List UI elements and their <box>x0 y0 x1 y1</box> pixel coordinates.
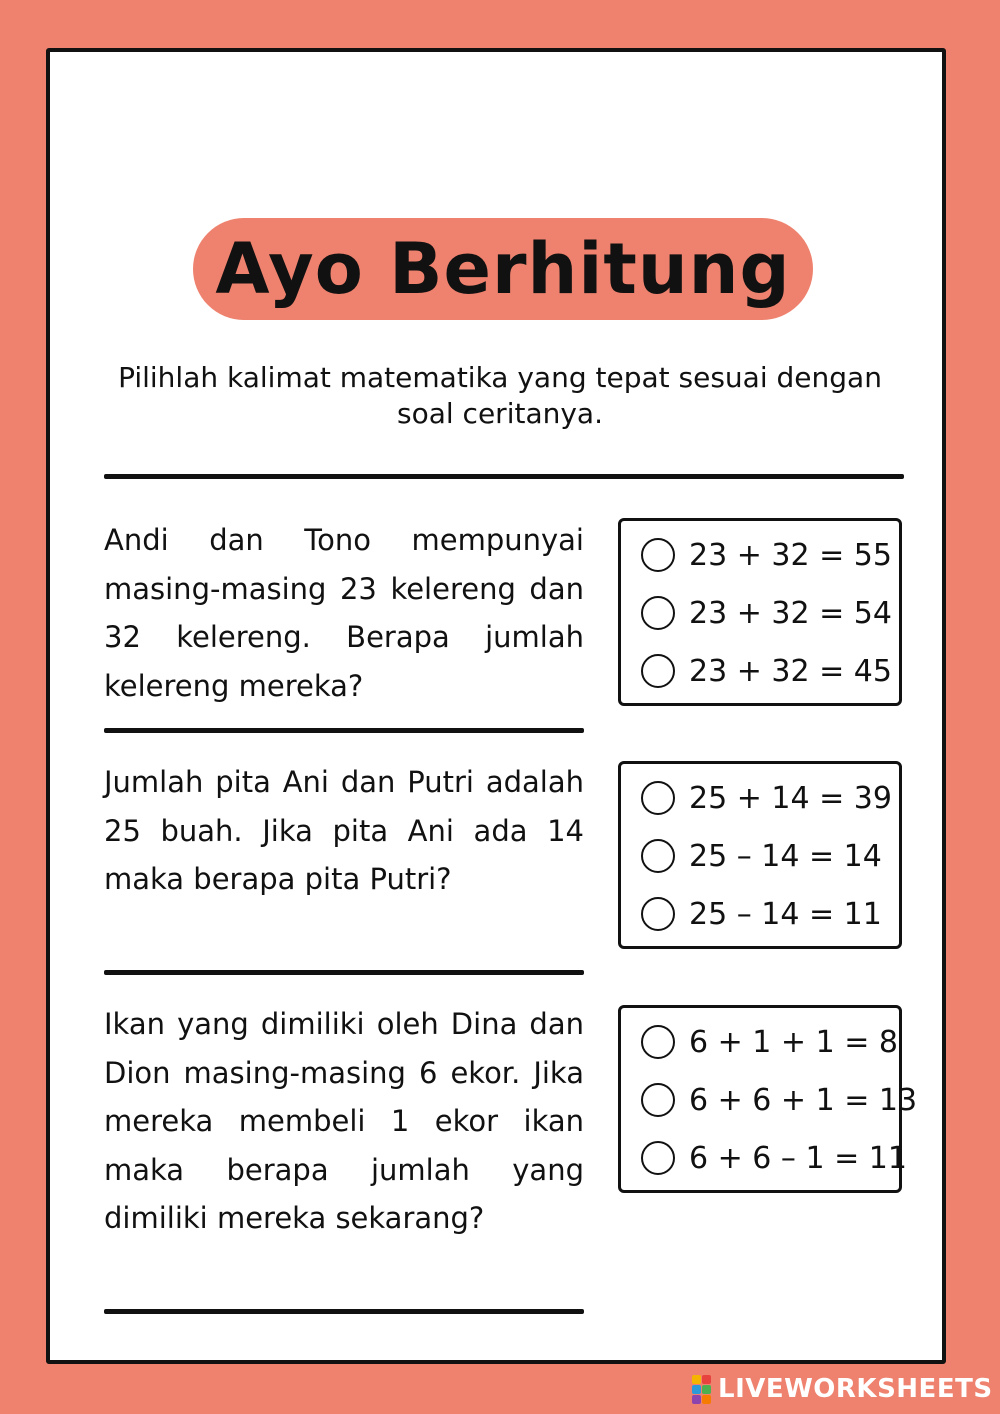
radio-button[interactable] <box>641 1025 675 1059</box>
divider-top <box>104 474 904 479</box>
radio-button[interactable] <box>641 1141 675 1175</box>
question-1-option-1[interactable] <box>641 535 892 575</box>
question-2-text: Jumlah pita Ani dan Putri adalah 25 buah. Jika pita Ani ada 14 maka berapa pita Putri? <box>104 765 584 896</box>
question-3-option-3[interactable] <box>641 1138 907 1178</box>
radio-button[interactable] <box>641 781 675 815</box>
divider-1 <box>104 728 584 733</box>
question-1-option-3[interactable] <box>641 651 892 691</box>
liveworksheets-logo-icon <box>692 1375 712 1403</box>
question-3-options <box>618 1005 918 1193</box>
liveworksheets-brand[interactable] <box>692 1374 993 1404</box>
question-1-text: Andi dan Tono mempunyai masing-masing 23 kelereng dan 32 kelereng. Berapa jumlah kelereng mereka? <box>104 523 584 703</box>
option-label: 23 + 32 = 54 <box>689 595 892 631</box>
question-3-text: Ikan yang dimiliki oleh Dina dan Dion masing-masing 6 ekor. Jika mereka membeli 1 ekor ikan maka berapa jumlah yang dimiliki mereka sekarang? <box>104 1007 584 1235</box>
brand-name: LIVEWORKSHEETS <box>718 1374 993 1404</box>
option-label: 23 + 32 = 45 <box>689 653 892 689</box>
question-3-option-2[interactable] <box>641 1080 917 1120</box>
option-label: 25 – 14 = 11 <box>689 896 882 932</box>
question-2-option-2[interactable] <box>641 836 882 876</box>
option-label: 6 + 1 + 1 = 8 <box>689 1024 898 1060</box>
radio-button[interactable] <box>641 897 675 931</box>
title-banner <box>193 218 813 320</box>
divider-3 <box>104 1309 584 1314</box>
option-label: 23 + 32 = 55 <box>689 537 892 573</box>
worksheet-card <box>46 48 946 1364</box>
option-label: 6 + 6 – 1 = 11 <box>689 1140 907 1176</box>
radio-button[interactable] <box>641 538 675 572</box>
page-title: Ayo Berhitung <box>215 228 791 310</box>
question-2-options <box>618 761 902 949</box>
question-2-option-1[interactable] <box>641 778 892 818</box>
question-1-options <box>618 518 902 706</box>
question-1-option-2[interactable] <box>641 593 892 633</box>
radio-button[interactable] <box>641 596 675 630</box>
option-label: 6 + 6 + 1 = 13 <box>689 1082 918 1118</box>
radio-button[interactable] <box>641 1083 675 1117</box>
question-3-option-1[interactable] <box>641 1022 898 1062</box>
divider-2 <box>104 970 584 975</box>
question-2-option-3[interactable] <box>641 894 882 934</box>
option-label: 25 + 14 = 39 <box>689 780 892 816</box>
instruction-text: Pilihlah kalimat matematika yang tepat sesuai dengan soal ceritanya. <box>118 361 882 430</box>
radio-button[interactable] <box>641 839 675 873</box>
option-label: 25 – 14 = 14 <box>689 838 882 874</box>
radio-button[interactable] <box>641 654 675 688</box>
